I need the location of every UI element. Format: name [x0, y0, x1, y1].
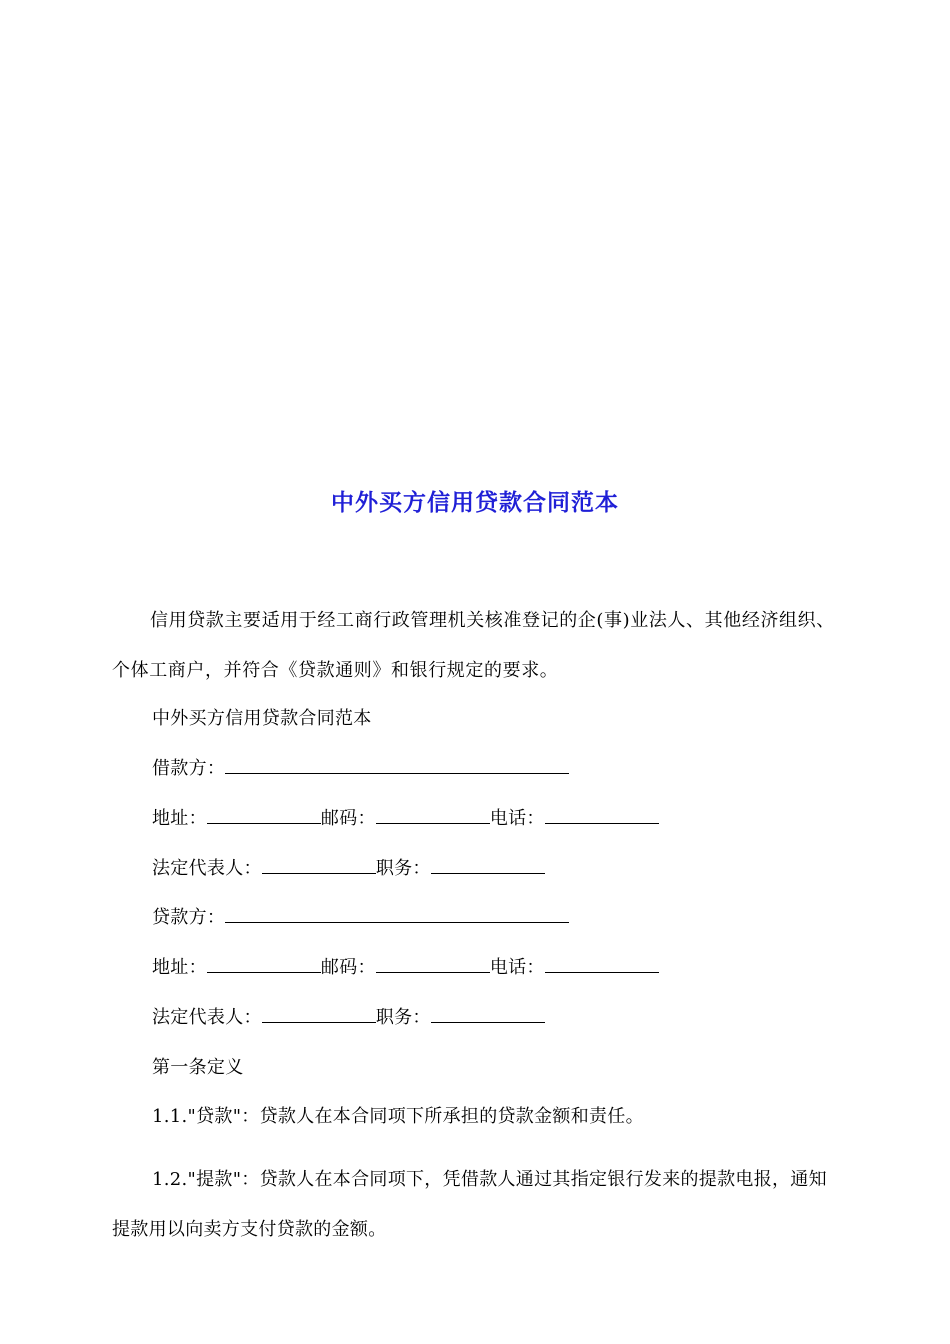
borrower-postcode-blank[interactable]	[376, 807, 490, 824]
borrower-phone-label: 电话：	[489, 808, 545, 829]
lender-address-label: 地址：	[152, 957, 207, 978]
lender-address-blank[interactable]	[207, 956, 321, 973]
lender-line	[152, 905, 569, 931]
lender-postcode-label: 邮码：	[320, 957, 376, 978]
borrower-label: 借款方：	[152, 758, 226, 779]
borrower-address-label: 地址：	[152, 808, 207, 829]
borrower-address-line	[152, 806, 659, 832]
lender-name-blank[interactable]	[225, 906, 569, 923]
borrower-rep-label: 法定代表人：	[152, 858, 262, 879]
borrower-name-blank[interactable]	[225, 757, 569, 774]
clause-1-1: 1.1."贷款"：贷款人在本合同项下所承担的贷款金额和责任。	[152, 1106, 644, 1127]
contract-subtitle: 中外买方信用贷款合同范本	[152, 708, 372, 729]
borrower-rep-line	[152, 856, 545, 882]
intro-paragraph: 信用贷款主要适用于经工商行政管理机关核准登记的企(事)业法人、其他经济组织、个体工商户，并符合《贷款通则》和银行规定的要求。	[112, 610, 835, 681]
lender-address-line	[152, 955, 659, 981]
article-1-heading: 第一条定义	[152, 1057, 244, 1078]
borrower-address-blank[interactable]	[207, 807, 321, 824]
borrower-line	[152, 756, 569, 782]
lender-rep-line	[152, 1005, 545, 1031]
lender-position-label: 职务：	[375, 1007, 431, 1028]
borrower-position-blank[interactable]	[431, 857, 545, 874]
borrower-postcode-label: 邮码：	[320, 808, 376, 829]
lender-label: 贷款方：	[152, 907, 226, 928]
borrower-phone-blank[interactable]	[545, 807, 659, 824]
lender-rep-blank[interactable]	[262, 1006, 376, 1023]
clause-1-2: 1.2."提款"：贷款人在本合同项下，凭借款人通过其指定银行发来的提款电报，通知提款用以向卖方支付贷款的金额。	[112, 1169, 827, 1240]
lender-postcode-blank[interactable]	[376, 956, 490, 973]
document-title: 中外买方信用贷款合同范本	[331, 489, 619, 516]
lender-phone-blank[interactable]	[545, 956, 659, 973]
lender-rep-label: 法定代表人：	[152, 1007, 262, 1028]
lender-phone-label: 电话：	[489, 957, 545, 978]
borrower-position-label: 职务：	[375, 858, 431, 879]
lender-position-blank[interactable]	[431, 1006, 545, 1023]
borrower-rep-blank[interactable]	[262, 857, 376, 874]
